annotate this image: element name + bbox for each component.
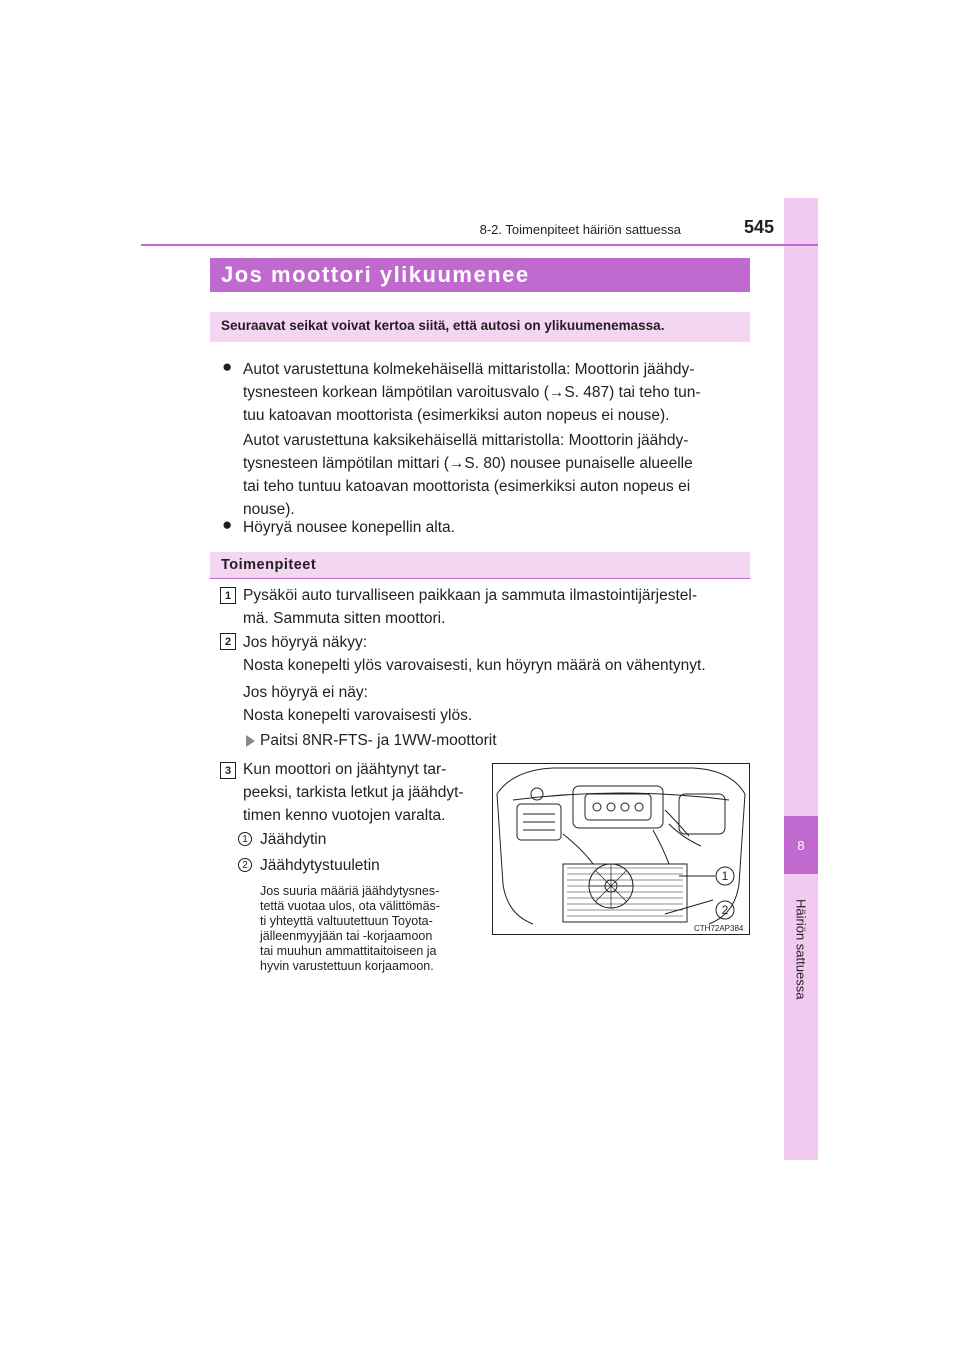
- page-title: Jos moottori ylikuumenee: [221, 262, 530, 287]
- text-line: Kun moottori on jäähtynyt tar-: [243, 761, 447, 778]
- text-line: Pysäköi auto turvalliseen paikkaan ja sammuta ilmastointijärjestel-: [243, 587, 698, 604]
- subsection-rule: [210, 578, 750, 579]
- text-line: Jos höyryä ei näy:: [243, 684, 368, 701]
- side-tab-top: [784, 198, 818, 816]
- page-number: 545: [743, 217, 774, 237]
- engine-bay-illustration: [493, 764, 749, 934]
- text-line: jälleenmyyjään tai -korjaamoon: [260, 929, 433, 943]
- leak-note: [260, 884, 479, 974]
- chapter-label: [784, 874, 818, 1024]
- bullet-2: Höyryä nousee konepellin alta.: [243, 519, 455, 536]
- legend-2-number: 2: [238, 858, 252, 872]
- bullet-icon: ●: [222, 357, 233, 376]
- step-2-text: [243, 631, 747, 727]
- text-line: tai muuhun ammattitaitoiseen ja: [260, 944, 437, 958]
- text-line: tettä vuotaa ulos, ota välittömäs-: [260, 899, 440, 913]
- legend-2-label: Jäähdytystuuletin: [260, 857, 380, 874]
- text-line: timen kenno vuotojen varalta.: [243, 807, 446, 824]
- variant-label: Paitsi 8NR-FTS- ja 1WW-moottorit: [260, 732, 497, 749]
- text-line: hyvin varustettuun korjaamoon.: [260, 959, 434, 973]
- chapter-number-tab: 8: [784, 816, 818, 874]
- text-line: nouse).: [243, 501, 295, 518]
- intro-text: Seuraavat seikat voivat kertoa siitä, että autosi on ylikuumenemassa.: [221, 318, 665, 333]
- step-3-text: [243, 758, 479, 827]
- text-line: tysnesteen korkean lämpötilan varoitusvalo (→S. 487) tai teho tun-: [243, 384, 701, 401]
- header-rule: [141, 244, 818, 246]
- text-line: Autot varustettuna kaksikehäisellä mittaristolla: Moottorin jäähdy-: [243, 432, 689, 449]
- legend-1-number: 1: [238, 832, 252, 846]
- figure-callout-2: 2: [721, 903, 729, 917]
- text-line: Jos höyryä näkyy:: [243, 634, 368, 651]
- figure-code: CTH72AP384: [694, 924, 744, 933]
- bullet-icon: ●: [222, 515, 233, 534]
- subsection-title: Toimenpiteet: [221, 557, 317, 573]
- text-line: tai teho tuntuu katoavan moottorista (esimerkiksi auton nopeus ei: [243, 478, 691, 495]
- bullet-1: [243, 358, 747, 521]
- step-2-number: 2: [220, 633, 236, 650]
- text-line: Autot varustettuna kolmekehäisellä mittaristolla: Moottorin jäähdy-: [243, 361, 695, 378]
- chapter-label-text: Häiriön sattuessa: [793, 898, 809, 1000]
- text-line: tuu katoavan moottorista (esimerkiksi auton nopeus ei nouse).: [243, 407, 670, 424]
- triangle-arrow-icon: [246, 735, 255, 747]
- text-line: Nosta konepelti varovaisesti ylös.: [243, 707, 473, 724]
- text-line: tysnesteen lämpötilan mittari (→S. 80) nousee punaiselle alueelle: [243, 455, 693, 472]
- text-line: Jos suuria määriä jäähdytysnes-: [260, 884, 440, 898]
- step-1-number: 1: [220, 587, 236, 604]
- text-line: mä. Sammuta sitten moottori.: [243, 610, 446, 627]
- text-line: peeksi, tarkista letkut ja jäähdyt-: [243, 784, 464, 801]
- step-1-text: [243, 584, 747, 630]
- section-header: 8-2. Toimenpiteet häiriön sattuessa: [479, 222, 681, 237]
- text-line: ti yhteyttä valtuutettuun Toyota-: [260, 914, 433, 928]
- engine-bay-figure: [492, 763, 750, 935]
- step-3-number: 3: [220, 762, 236, 779]
- text-line: Nosta konepelti ylös varovaisesti, kun höyryn määrä on vähentynyt.: [243, 657, 706, 674]
- legend-1-label: Jäähdytin: [260, 831, 327, 848]
- figure-callout-1: 1: [721, 869, 729, 883]
